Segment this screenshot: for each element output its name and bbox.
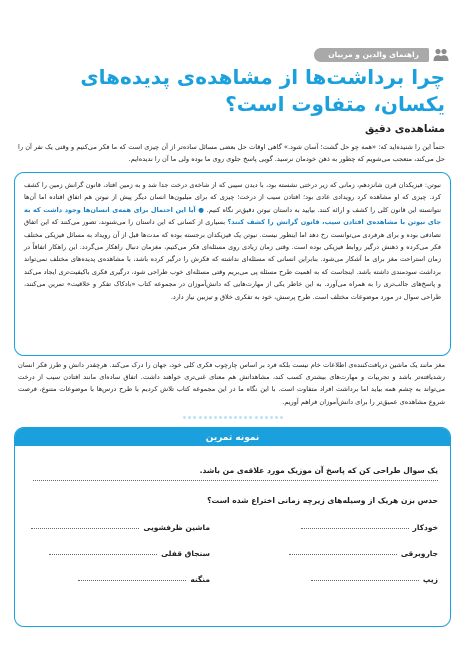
people-icon [433,48,449,62]
invention-item: جاروبرقی [289,544,438,558]
answer-blank[interactable] [31,528,139,529]
section-label: راهنمای والدین و مربیان [314,48,429,62]
outro-paragraph: مغز مانند یک ماشین دریافت‌کننده‌ی اطلاعات خام نیست بلکه فرد بر اساس چارچوب فکری کلی خود، جهان را درک می‌کند. هرچقدر دانش و طرز فکر انسان رشدیافته‌تر باشد و تجربیات و مهارت‌های بیشتری کسب کند، مشاهداتش هم معنای غنی‌تری خواهند داشت. اتفاق ساده‌ای مانند افتادن سیب از درخت می‌تواند به چشم همه بیاید اما برداشت افراد متفاوت است. با این نگاه ما در این مجموعه کتاب تلاش کردیم با طرح درس‌ها با موضوعات متنوع، فرصت شروع مشاهده‌ی عمیق‌تر را برای دانش‌آموزان فراهم آوریم. [18,361,445,406]
invention-item: ماشین ظرفشویی [31,518,210,532]
invention-item: منگنه [78,570,210,584]
exercise-question-2: حدس بزن هریک از وسیله‌های زیرچه زمانی اختراع شده است؟ [207,496,438,505]
story-paragraph-2: بسیاری از کسانی که این داستان را می‌شنوند، تصور می‌کنند که این اتفاق تصادفی بوده و برای هرفردی می‌توانست رخ دهد اما اینطور نیست. نیوتن یک فیزیکدان برجسته بوده که مدت‌ها قبل از آن رویداد به مسائل فیزیکی مختلف فکر می‌کرده و ذهنش درگیر روابط فیزیکی بوده است. وقتی زمان زیادی روی مسئله‌ای فکر می‌کنیم، مغزمان دنبال راهکار می‌گردد. این راهکار اتفاقاً در زمان استراحت مغز برای ما آشکار می‌شود. بنابراین انسانی که مسئله‌ای نداشته که فکرش را درگیر کرده باشد، با مشاهده‌ی پدیده‌های مختلف نمی‌تواند برداشت سودمندی داشته باشد. اینجاست که به اهمیت طرح مسئله پی می‌بریم وقتی مسئله‌ای خوب طراحی شود، درگیری فکری باکیفیت‌تری ایجاد می‌کند و پاسخ‌های جالب‌تری را به همراه می‌آورد. به این خاطر یکی از مهارت‌هایی که دانش‌آموزان در مجموعه کتاب «بادکاک تفکر و خلاقیت» تمرین می‌کنند، طراحی سوال در مورد موضوعات مختلف است. طرح پرسش، خود به تفکری خلاق و تیزبین نیاز دارد. [24,218,441,301]
invention-item: سنجاق قفلی [49,544,210,558]
exercise-question-1: یک سوال طراحی کن که پاسخ آن موزیک مورد علاقه‌ی من باشد. [199,466,438,475]
intro-paragraph: حتماً این را شنیده‌اید که: «همه‌ چو حل گشت؛ آسان شود.» گاهی اوقات حل بعضی مسائل ساده‌تر از آن چیزی است که ما فکر می‌کنیم و وقتی یک نفر آن را حل می‌کند، متعجب می‌شویم که چطور به ذهن خودمان نرسید. گویی پاسخ جلوی روی ما بوده ولی ما آن را ندیده‌ایم. [18,143,445,164]
invention-item: خودکار [301,518,438,532]
story-question: ● آیا این احتمال برای همه‌ی انسان‌ها وجود داشت که به جای نیوتن با مشاهده‌ی افتادن سیب، قانون گرانش را کشف کنند؟ [24,205,442,227]
dot-divider [183,416,283,420]
answer-blank[interactable] [78,580,186,581]
answer-blank[interactable] [289,554,397,555]
page-title: چرا برداشت‌ها از مشاهده‌ی پدیده‌های یکسان، متفاوت است؟ [80,65,445,116]
exercise-heading: نمونه تمرین [190,430,276,446]
subheading: مشاهده‌ی دقیق [365,123,445,135]
invention-item: زیپ [311,570,438,584]
story-paragraph: نیوتن: فیزیکدان قرن شانزدهم، زمانی که زیر درختی نشسته بود، با دیدن سیبی که از شاخه‌ی درخت جدا شد و به زمین افتاد، قانون گرانش زمین را کشف کرد. چیزی که او مشاهده کرد رویدادی عادی بود؛ افتادن سیب از درخت؛ چیزی که برای میلیون‌ها انسان دیگر پیش از نیوتن هم اتفاق افتاده اما آن‌ها نتوانسته این قانون کلی را کشف و ارائه کنند. بیایید به داستان نیوتن دقیق‌تر نگاه کنیم. [24,181,441,214]
exercise-box [14,427,451,627]
section-tag [314,47,449,63]
answer-blank[interactable] [49,554,157,555]
answer-blank[interactable] [301,528,409,529]
answer-line[interactable] [33,480,438,481]
story-box [14,172,451,356]
exercise-header [15,428,450,446]
answer-blank[interactable] [311,580,419,581]
